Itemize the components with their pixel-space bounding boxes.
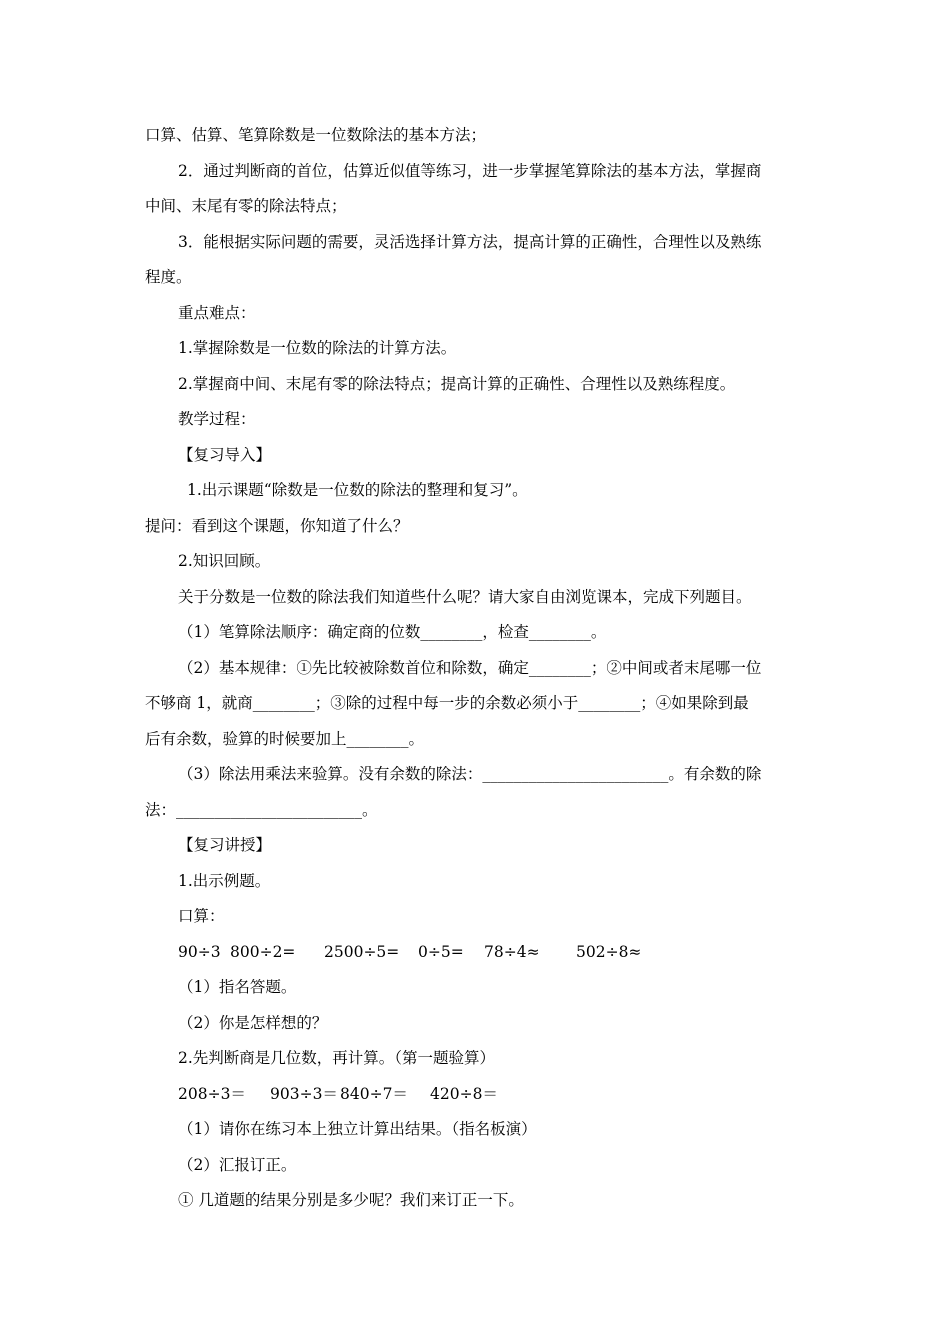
paragraph-line: 口算、估算、笔算除数是一位数除法的基本方法； bbox=[145, 126, 487, 145]
step-knowledge-review: 2.知识回顾。 bbox=[178, 552, 271, 571]
exercise-3-line-2: 法：________________________。 bbox=[145, 800, 378, 819]
sub-step-think: （2）你是怎样想的？ bbox=[178, 1013, 328, 1032]
key-points-heading: 重点难点： bbox=[178, 303, 256, 322]
exercise-2-line-2: 不够商 1，就商________；③除的过程中每一步的余数必须小于________；④如果除到最 bbox=[145, 694, 749, 713]
sub-step-answer: （1）指名答题。 bbox=[178, 978, 297, 997]
section-review-intro: 【复习导入】 bbox=[178, 445, 272, 464]
written-calc-item: 903÷3＝ bbox=[270, 1084, 338, 1103]
step-show-example: 1.出示例题。 bbox=[178, 871, 271, 890]
section-review-teaching: 【复习讲授】 bbox=[178, 836, 272, 855]
key-point-2: 2.掌握商中间、末尾有零的除法特点；提高计算的正确性、合理性以及熟练程度。 bbox=[178, 374, 736, 393]
oral-calc-item: 90÷3 bbox=[178, 942, 221, 961]
written-calc-item: 840÷7＝ bbox=[340, 1084, 408, 1103]
step-show-topic: 1.出示课题“除数是一位数的除法的整理和复习”。 bbox=[187, 481, 528, 500]
oral-calc-item: 0÷5= bbox=[418, 942, 464, 961]
objective-3-line-1: 3．能根据实际问题的需要，灵活选择计算方法，提高计算的正确性，合理性以及熟练 bbox=[178, 232, 762, 251]
written-calc-row bbox=[145, 1077, 810, 1113]
oral-calc-row bbox=[145, 935, 810, 971]
oral-calc-item: 502÷8≈ bbox=[576, 942, 642, 961]
review-instruction: 关于分数是一位数的除法我们知道些什么呢？请大家自由浏览课本，完成下列题目。 bbox=[178, 587, 752, 606]
objective-2-line-2: 中间、末尾有零的除法特点； bbox=[145, 197, 347, 216]
document-page bbox=[145, 118, 810, 1219]
question-line: 提问：看到这个课题，你知道了什么？ bbox=[145, 516, 409, 535]
oral-calc-item: 2500÷5= bbox=[324, 942, 400, 961]
written-calc-item: 420÷8＝ bbox=[430, 1084, 498, 1103]
sub-step-report: （2）汇报订正。 bbox=[178, 1155, 297, 1174]
oral-calc-heading: 口算： bbox=[178, 907, 225, 926]
sub-step-check: ① 几道题的结果分别是多少呢？我们来订正一下。 bbox=[178, 1191, 524, 1210]
oral-calc-item: 78÷4≈ bbox=[484, 942, 540, 961]
sub-step-independent: （1）请你在练习本上独立计算出结果。（指名板演） bbox=[178, 1120, 537, 1139]
objective-2-line-1: 2．通过判断商的首位，估算近似值等练习，进一步掌握笔算除法的基本方法，掌握商 bbox=[178, 161, 762, 180]
key-point-1: 1.掌握除数是一位数的除法的计算方法。 bbox=[178, 339, 457, 358]
objective-3-line-2: 程度。 bbox=[145, 268, 192, 287]
exercise-2-line-3: 后有余数，验算的时候要加上________。 bbox=[145, 729, 425, 748]
exercise-3-line-1: （3）除法用乘法来验算。没有余数的除法：________________________。有余数的除 bbox=[178, 765, 762, 784]
written-calc-item: 208÷3＝ bbox=[178, 1084, 246, 1103]
step-judge-quotient: 2.先判断商是几位数，再计算。（第一题验算） bbox=[178, 1049, 496, 1068]
exercise-1: （1）笔算除法顺序：确定商的位数________，检查________。 bbox=[178, 623, 607, 642]
oral-calc-item: 800÷2= bbox=[230, 942, 296, 961]
teaching-process-heading: 教学过程： bbox=[178, 410, 256, 429]
exercise-2-line-1: （2）基本规律：①先比较被除数首位和除数，确定________；②中间或者末尾哪一位 bbox=[178, 658, 762, 677]
